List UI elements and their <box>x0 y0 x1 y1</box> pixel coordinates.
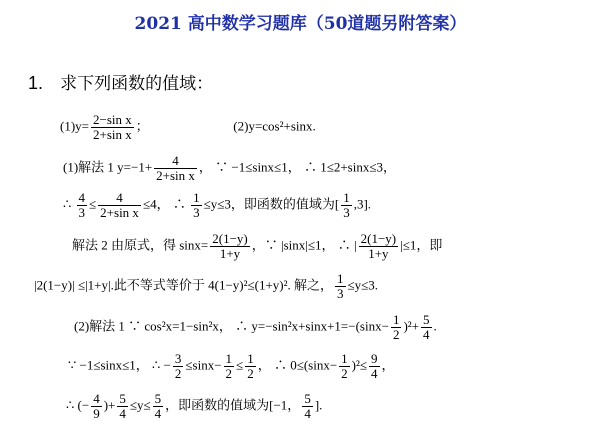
text-segment: )²+ <box>403 318 419 334</box>
fraction-numerator: 1 <box>225 351 233 366</box>
fraction <box>153 392 164 421</box>
fraction <box>391 313 402 342</box>
problem-1-label: (1)y= <box>60 118 89 134</box>
fraction-denominator: 4 <box>119 406 126 421</box>
fraction <box>191 191 202 220</box>
fraction-numerator: 9 <box>371 351 378 366</box>
fraction <box>421 313 432 342</box>
fraction-numerator: 3 <box>174 351 182 366</box>
fraction-denominator: 2 <box>392 327 400 342</box>
fraction-numerator: 1 <box>193 190 200 205</box>
fraction <box>341 191 352 220</box>
solution2-line3 <box>66 392 322 421</box>
problem-2: (2)y=cos²+sinx. <box>233 118 316 134</box>
text-segment: (1)解法 1 y=−1+ <box>63 159 153 175</box>
text-segment: ， ∴ 0≤(sinx− <box>257 357 338 373</box>
fraction-denominator: 3 <box>343 205 350 220</box>
fraction <box>224 352 235 381</box>
fraction-denominator: 4 <box>371 366 378 381</box>
fraction <box>117 392 128 421</box>
text-segment: ≤ <box>236 357 244 373</box>
solution1-line2 <box>63 191 371 220</box>
text-segment: (2)解法 1 ∵ cos²x=1−sin²x， ∴ y=−sin²x+sinx+1=−(sinx− <box>74 318 389 334</box>
fraction-denominator: 1+y <box>368 246 389 261</box>
problem-1-tail: ； <box>135 118 149 134</box>
fraction-numerator: 4 <box>154 154 197 169</box>
fraction-numerator: 5 <box>423 312 430 327</box>
fraction <box>369 352 380 381</box>
text-segment: ,3]. <box>353 196 372 212</box>
fraction-denominator: 2+sin x <box>156 168 195 183</box>
text-segment: )+ <box>103 397 116 413</box>
text-segment: ，∵ |sinx|≤1， ∴ | <box>251 237 357 253</box>
fraction-denominator: 9 <box>93 406 100 421</box>
problem-1-fraction <box>91 113 134 142</box>
fraction-numerator: 4 <box>78 190 86 205</box>
solution2-line1 <box>74 313 437 342</box>
question-number: 1. <box>28 73 44 93</box>
fraction-denominator: 2 <box>247 366 254 381</box>
fraction-numerator: 1 <box>247 351 254 366</box>
fraction <box>245 352 256 381</box>
text-segment: )²≤ <box>351 357 368 373</box>
fraction-numerator: 2(1−y) <box>212 231 248 246</box>
text-segment: ≤4， ∴ <box>142 196 186 212</box>
fraction-numerator: 5 <box>154 391 162 406</box>
question-1 <box>28 69 213 94</box>
fraction <box>98 191 141 220</box>
text-segment: ≤y≤3，即函数的值域为[ <box>203 196 340 212</box>
text-segment: ，即函数的值域为[−1， <box>165 397 301 413</box>
fraction-numerator: 4 <box>98 191 141 206</box>
solution1-line1 <box>63 154 396 183</box>
fraction-numerator: 2−sin x <box>93 112 132 127</box>
solution2-line2 <box>68 352 395 381</box>
fraction-numerator: 5 <box>119 391 126 406</box>
page-title: 2021 高中数学习题库（50道题另附答案） <box>134 14 467 34</box>
text-segment: ≤ <box>89 196 97 212</box>
text-segment: . <box>433 318 437 334</box>
solution1-method2-line1 <box>72 232 442 261</box>
fraction-denominator: 2 <box>341 366 348 381</box>
problem-statement <box>60 113 316 142</box>
fraction-denominator: 1+y <box>219 246 241 261</box>
text-segment: ≤sinx− <box>185 357 222 373</box>
text-segment: ， <box>381 357 395 373</box>
fraction-numerator: 1 <box>392 312 400 327</box>
fraction <box>210 232 250 261</box>
fraction <box>77 191 88 220</box>
text-segment: ]. <box>314 397 323 413</box>
fraction <box>359 232 399 261</box>
fraction-denominator: 4 <box>154 406 162 421</box>
fraction-numerator: 1 <box>337 271 344 286</box>
fraction-denominator: 2 <box>225 366 233 381</box>
fraction <box>339 352 350 381</box>
text-segment: ≤y≤3. <box>347 277 379 293</box>
fraction <box>91 392 102 421</box>
question-text: 求下列函数的值域： <box>60 74 214 94</box>
fraction-denominator: 4 <box>304 406 311 421</box>
fraction-numerator: 1 <box>341 351 348 366</box>
fraction-numerator: 5 <box>304 391 311 406</box>
fraction-denominator: 2+sin x <box>100 205 139 220</box>
fraction <box>154 154 197 183</box>
fraction <box>302 392 313 421</box>
text-segment: ∴ (− <box>66 397 90 413</box>
fraction-denominator: 3 <box>78 205 86 220</box>
therefore-symbol: ∴ <box>63 196 72 212</box>
fraction-numerator: 1 <box>343 190 350 205</box>
fraction-denominator: 3 <box>337 286 344 301</box>
text-segment: |≤1，即 <box>400 237 443 253</box>
fraction-denominator: 3 <box>193 205 200 220</box>
text-segment: |2(1−y)| ≤|1+y|.此不等式等价于 4(1−y)²≤(1+y)². 解之， <box>34 277 334 293</box>
solution1-method2-line2 <box>34 272 378 301</box>
fraction-denominator: 4 <box>423 327 430 342</box>
text-segment: ， ∵ −1≤sinx≤1， ∴ 1≤2+sinx≤3， <box>198 159 396 175</box>
text-segment: ∵ −1≤sinx≤1， ∴ − <box>68 357 171 373</box>
fraction <box>173 352 184 381</box>
fraction-numerator: 2(1−y) <box>360 231 397 246</box>
fraction <box>335 272 346 301</box>
text-segment: ≤y≤ <box>129 397 151 413</box>
fraction-numerator: 4 <box>93 391 100 406</box>
fraction-denominator: 2+sin x <box>93 127 132 142</box>
fraction-denominator: 2 <box>174 366 182 381</box>
text-segment: 解法 2 由原式，得 sinx= <box>72 237 209 253</box>
